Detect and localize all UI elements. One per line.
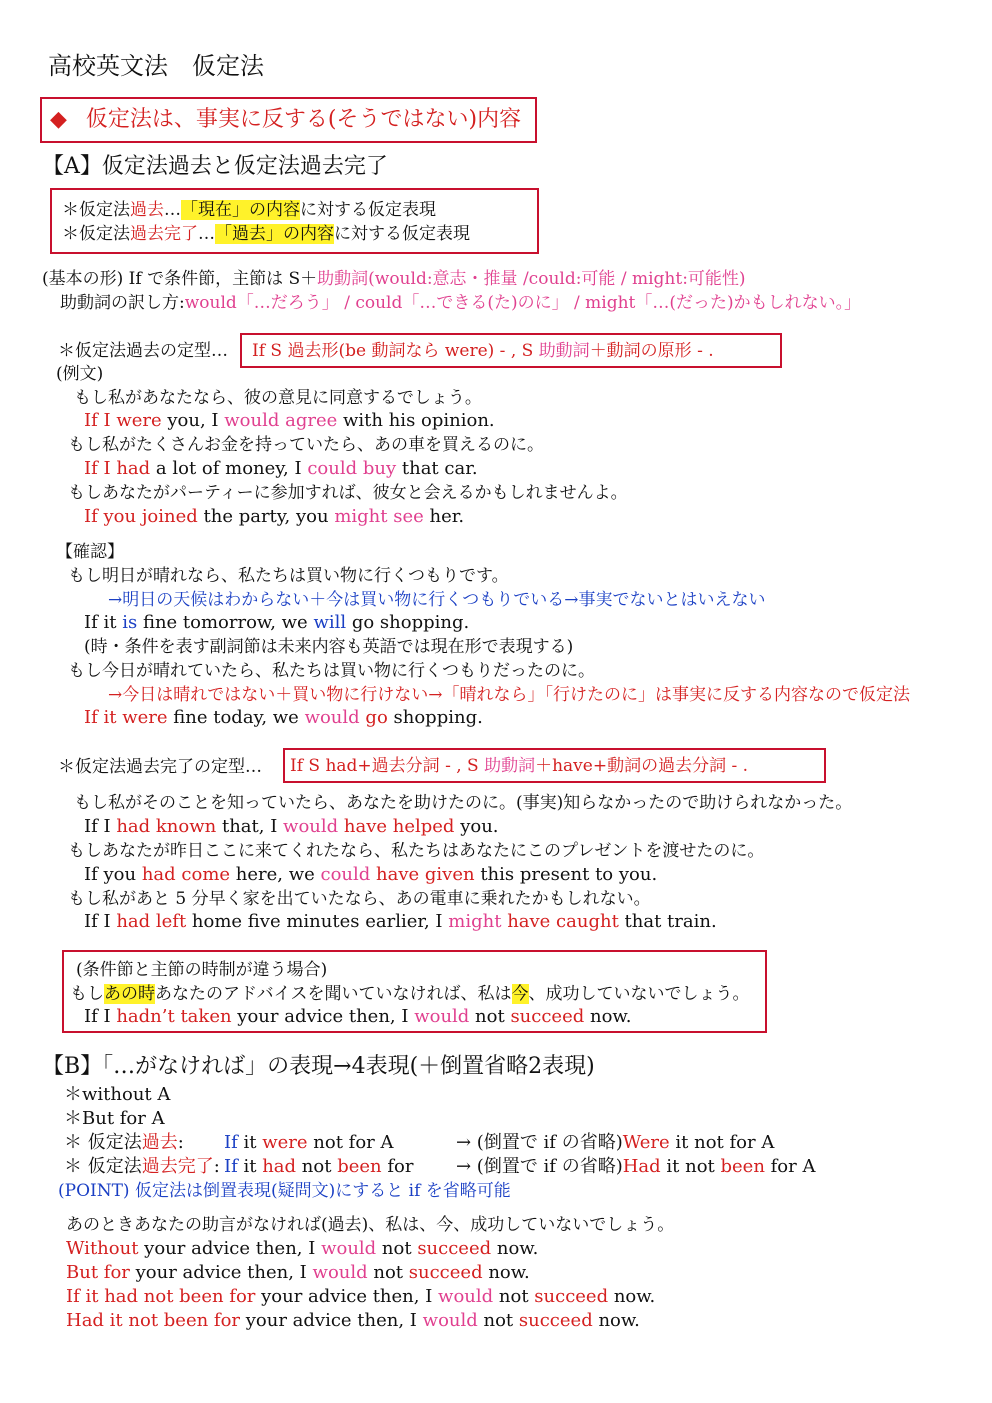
example-2-en [84, 457, 478, 481]
text: now. [592, 1310, 640, 1331]
past-perfect-pattern-formula [290, 754, 748, 778]
text: been [720, 1156, 765, 1177]
text: If it [84, 612, 123, 633]
section-b-jp: あのときあなたの助言がなければ(過去)、私は、今、成功していないでしょう。 [66, 1215, 675, 1235]
text: home five minutes earlier, I [186, 911, 449, 932]
text: If I [84, 1006, 117, 1027]
text: → (倒置で if の省略) [456, 1156, 623, 1177]
example-1-jp: もし私があなたなら、彼の意見に同意するでしょう。 [74, 388, 482, 408]
text: you, I [161, 410, 225, 431]
text: If it were [84, 707, 168, 728]
text: succeed [417, 1238, 492, 1259]
text: this present to you. [474, 864, 658, 885]
text: it not for A [669, 1132, 775, 1153]
text: your advice then, I [138, 1238, 322, 1259]
text: not [477, 1310, 519, 1331]
text: might [448, 911, 502, 932]
text: have caught [507, 911, 619, 932]
past-pattern-formula [252, 339, 714, 363]
text: your advice then, I [129, 1262, 313, 1283]
list-item: ＊without A [64, 1084, 171, 1105]
text: fine tomorrow, we [137, 612, 314, 633]
text: not [296, 1156, 338, 1177]
text: に対する仮定表現 [300, 200, 436, 220]
key-point [50, 105, 521, 135]
text: have helped [343, 816, 455, 837]
text: is [122, 612, 138, 633]
text: now. [482, 1262, 530, 1283]
past-perfect-expression [224, 1155, 413, 1179]
text: … [164, 200, 181, 220]
past-pattern-label: ＊仮定法過去の定型… [58, 341, 228, 361]
summary-line-past-perfect [62, 222, 470, 246]
text: you. [454, 816, 499, 837]
text: had known [116, 816, 217, 837]
example-4-en [84, 815, 499, 839]
past-inversion [456, 1131, 774, 1155]
text: … [198, 224, 215, 244]
text: (基本の形) If で条件節，主節は S＋ [42, 269, 318, 289]
text: that car. [396, 458, 478, 479]
point-note: (POINT) 仮定法は倒置表現(疑問文)にすると if を省略可能 [58, 1181, 511, 1201]
text: If S had+過去分詞 - , S [290, 756, 485, 776]
text: ＋動詞の原形 - . [589, 341, 714, 361]
text: will [313, 612, 347, 633]
highlight: 「過去」の内容 [215, 224, 334, 244]
text: would [422, 1310, 478, 1331]
text: for [381, 1156, 414, 1177]
text: → (倒置で if の省略) [456, 1132, 623, 1153]
example-1-en [84, 409, 495, 433]
text: If S 過去形(be 動詞なら were) - , S [252, 341, 539, 361]
text: If I were [84, 410, 162, 431]
text: go shopping. [346, 612, 470, 633]
check-1-note: →明日の天候はわからない＋今は買い物に行くつもりでいる→事実でないとはいえない [108, 590, 766, 610]
text: succeed [510, 1006, 585, 1027]
example-5-jp: もしあなたが昨日ここに来てくれたなら、私たちはあなたにこのプレゼントを渡せたのに。 [68, 841, 765, 861]
mixed-tense-label: (条件節と主節の時制が違う場合) [76, 960, 328, 980]
text: : [213, 1156, 220, 1177]
text: If you [84, 864, 142, 885]
highlight: あの時 [104, 984, 155, 1004]
text: not for A [307, 1132, 394, 1153]
text: 過去 [130, 200, 164, 220]
section-a-heading: 【A】仮定法過去と仮定法過去完了 [42, 154, 388, 179]
text: succeed [518, 1310, 593, 1331]
text: that train. [618, 911, 717, 932]
text: not [376, 1238, 418, 1259]
text: the party, you [197, 506, 335, 527]
text: would「…だろう」 / could「…できる(た)のに」 / might「…(だった)かもしれない。」 [184, 293, 862, 313]
text: ＊仮定法 [62, 200, 130, 220]
text: Had [622, 1156, 661, 1177]
text: hadn’t taken [116, 1006, 232, 1027]
text: ＋have+動詞の過去分詞 - . [535, 756, 749, 776]
past-perfect-pattern-label: ＊仮定法過去完了の定型… [58, 757, 262, 777]
text: would [438, 1286, 494, 1307]
text: go [365, 707, 388, 728]
text: would [304, 707, 360, 728]
text: your advice then, I [255, 1286, 439, 1307]
text: could [320, 864, 371, 885]
example-6-jp: もし私があと 5 分早く家を出ていたなら、あの電車に乗れたかもしれない。 [68, 889, 651, 909]
mixed-tense-jp [70, 982, 750, 1006]
past-label [64, 1131, 184, 1155]
check-2-jp: もし今日が晴れていたら、私たちは買い物に行くつもりだったのに。 [68, 661, 595, 681]
example-4-jp: もし私がそのことを知っていたら、あなたを助けたのに。(事実)知らなかったので助けられなかった。 [74, 793, 853, 813]
text: might see [334, 506, 424, 527]
text: been [337, 1156, 382, 1177]
text: 助動詞 [484, 756, 536, 776]
example-3-jp: もしあなたがパーティーに参加すれば、彼女と会えるかもしれませんよ。 [68, 483, 628, 503]
past-perfect-label [64, 1155, 220, 1179]
example-2-jp: もし私がたくさんお金を持っていたら、あの車を買えるのに。 [68, 435, 544, 455]
answer-4 [66, 1309, 640, 1333]
summary-line-past [62, 198, 436, 222]
text: 助動詞(would:意志・推量 /could:可能 / might:可能性) [317, 269, 746, 289]
text: your advice then, I [240, 1310, 423, 1331]
text: had [262, 1156, 297, 1177]
check-1-en [84, 611, 469, 635]
text: have given [376, 864, 475, 885]
section-b-heading: 【B】「…がなければ」の表現→4表現(＋倒置省略2表現) [42, 1054, 595, 1079]
example-6-en [84, 910, 717, 934]
text: would [312, 1262, 368, 1283]
text: If [224, 1156, 238, 1177]
page-title: 高校英文法 仮定法 [48, 52, 264, 80]
text: would [414, 1006, 470, 1027]
text: 過去完了 [141, 1156, 214, 1177]
text: に対する仮定表現 [334, 224, 470, 244]
text: for A [764, 1156, 816, 1177]
highlight: 「現在」の内容 [181, 200, 300, 220]
text: with his opinion. [337, 410, 495, 431]
text: ＊仮定法 [62, 224, 130, 244]
text: a lot of money, I [150, 458, 308, 479]
answer-3 [66, 1285, 655, 1309]
text: it not [660, 1156, 721, 1177]
text: 助動詞 [538, 341, 590, 361]
text: now. [491, 1238, 539, 1259]
text: would agree [224, 410, 338, 431]
text: 助動詞の訳し方: [60, 293, 185, 313]
text: もし [70, 984, 104, 1004]
text: had come [141, 864, 231, 885]
text: could buy [307, 458, 397, 479]
check-1-jp: もし明日が晴れなら、私たちは買い物に行くつもりです。 [68, 566, 509, 586]
basic-form [42, 267, 746, 291]
text: not [367, 1262, 409, 1283]
text: fine today, we [167, 707, 305, 728]
text: would [283, 816, 339, 837]
text: your advice then, I [231, 1006, 415, 1027]
text: 過去完了 [130, 224, 198, 244]
diamond-icon: ◆ [50, 107, 67, 132]
text: If I [84, 816, 117, 837]
text: shopping. [387, 707, 483, 728]
text: 、成功していないでしょう。 [528, 984, 750, 1004]
text: : [177, 1132, 184, 1153]
check-paren-note: (時・条件を表す副詞節は未来内容も英語では現在形で表現する) [84, 637, 574, 657]
text: あなたのアドバイスを聞いていなければ、私は [155, 984, 512, 1004]
check-2-en [84, 706, 483, 730]
text: succeed [534, 1286, 609, 1307]
example-5-en [84, 863, 657, 887]
text: had left [116, 911, 187, 932]
check-2-note: →今日は晴れではない＋買い物に行けない→「晴れなら」「行けたのに」は事実に反する内容なので仮定法 [108, 685, 910, 705]
text: succeed [408, 1262, 483, 1283]
text: would [321, 1238, 377, 1259]
text: ＊ 仮定法 [64, 1132, 142, 1153]
text: that, I [216, 816, 284, 837]
text: If I [84, 911, 117, 932]
check-label: 【確認】 [56, 542, 124, 562]
text: it [237, 1156, 263, 1177]
text: If [224, 1132, 238, 1153]
example-3-en [84, 505, 464, 529]
text: were [262, 1132, 308, 1153]
example-label: (例文) [56, 364, 104, 384]
text: Were [622, 1132, 670, 1153]
key-point-text: 仮定法は、事実に反する(そうではない)内容 [85, 107, 522, 132]
text: Had it not been for [66, 1310, 241, 1331]
text: ＊ 仮定法 [64, 1156, 142, 1177]
text: If you joined [84, 506, 198, 527]
answer-1 [66, 1237, 538, 1261]
text: not [469, 1006, 511, 1027]
past-perfect-inversion [456, 1155, 815, 1179]
text: not [493, 1286, 535, 1307]
text: her. [423, 506, 465, 527]
text: now. [584, 1006, 632, 1027]
text: Without [66, 1238, 139, 1259]
past-expression [224, 1131, 393, 1155]
highlight: 今 [511, 984, 529, 1004]
text: 過去 [141, 1132, 178, 1153]
text: If I had [84, 458, 151, 479]
text: But for [66, 1262, 130, 1283]
text: it [237, 1132, 263, 1153]
list-item: ＊But for A [64, 1108, 165, 1129]
mixed-tense-en [84, 1005, 631, 1029]
answer-2 [66, 1261, 530, 1285]
text: If it had not been for [66, 1286, 256, 1307]
text: here, we [230, 864, 321, 885]
text: now. [608, 1286, 656, 1307]
translation-guide [60, 291, 861, 315]
